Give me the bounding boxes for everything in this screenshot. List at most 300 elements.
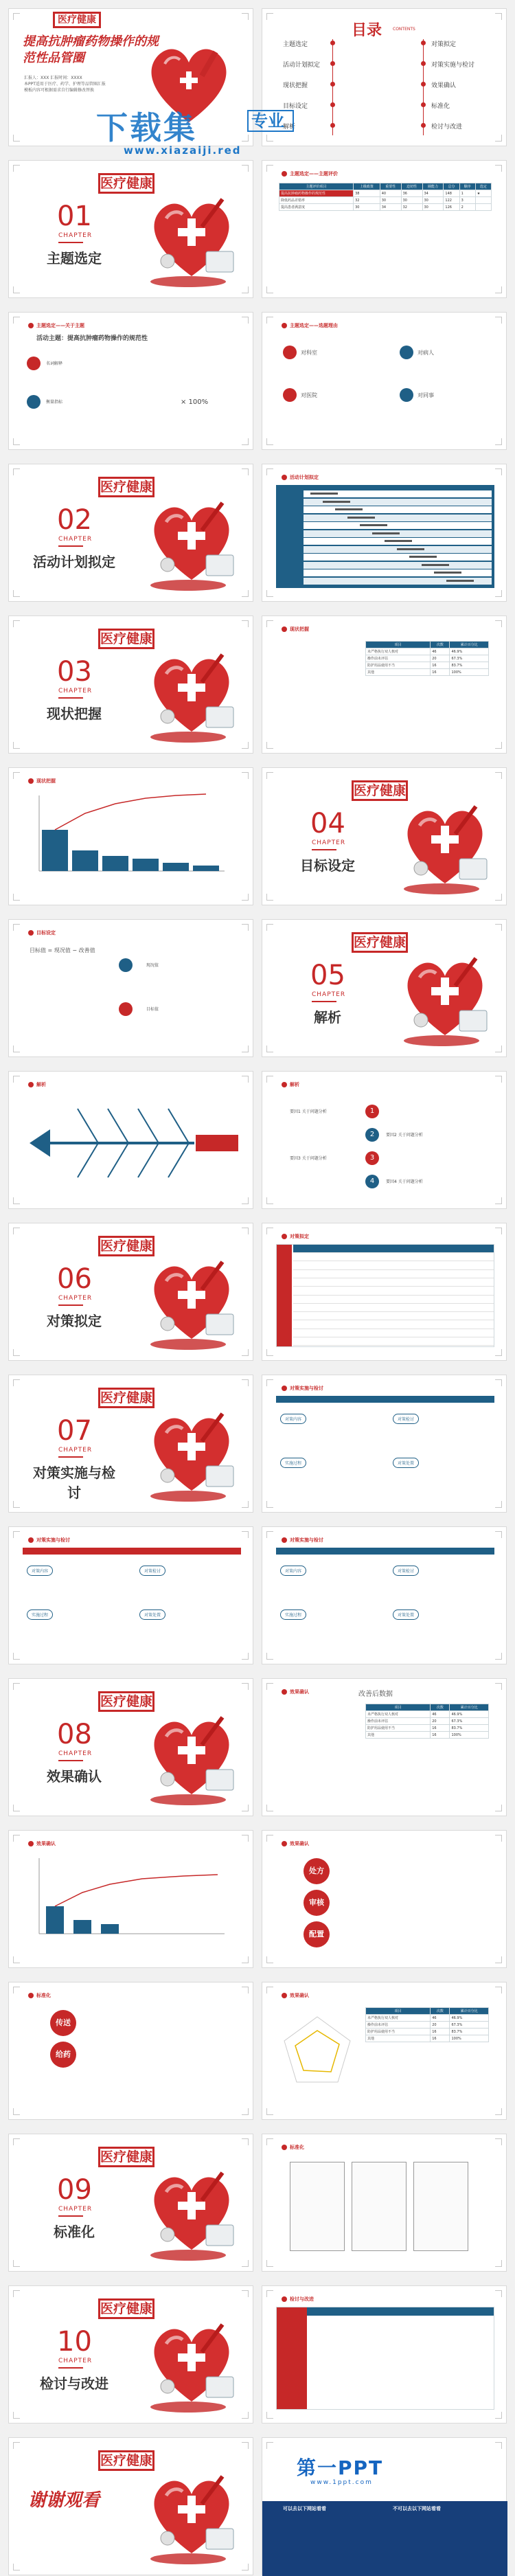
table-cell: 20	[431, 655, 450, 662]
slide-chapter-03[interactable]	[8, 615, 253, 754]
corner-mark	[495, 317, 502, 324]
table-cell: 83.7%	[450, 662, 489, 669]
impl-tag[interactable]: 实施过程	[27, 1609, 53, 1620]
impl-tag[interactable]: 对策处置	[393, 1458, 419, 1468]
chapter-divider	[58, 2367, 83, 2369]
gantt-row	[304, 538, 492, 545]
table-cell: 122	[444, 197, 459, 204]
toc-bullet	[421, 102, 426, 107]
chapter-label: CHAPTER	[312, 991, 346, 998]
corner-mark	[495, 1683, 502, 1690]
logo: 医疗健康	[53, 12, 101, 28]
logo: 医疗健康	[98, 1388, 154, 1408]
corner-mark	[495, 1805, 502, 1811]
corner-mark	[495, 1379, 502, 1386]
step-label: 要因2 关于问题分析	[386, 1133, 423, 1138]
toc-bullet	[421, 41, 426, 45]
pareto-chart	[25, 789, 231, 885]
slide-chapter-04[interactable]	[262, 767, 507, 905]
step-label: 要因1 关于问题分析	[290, 1109, 327, 1114]
effect-heading: 改善后数据	[358, 1691, 393, 1698]
chapter-divider	[58, 1304, 83, 1306]
thanks-text: 谢谢观看	[28, 2490, 100, 2511]
slide-chapter-08[interactable]	[8, 1678, 253, 1816]
chapter-number: 02	[57, 504, 92, 536]
corner-mark	[13, 1046, 20, 1052]
chapter-divider	[58, 545, 83, 547]
impl-tag[interactable]: 实施过程	[280, 1609, 306, 1620]
review-header	[307, 2307, 494, 2316]
heart-illustration	[140, 489, 243, 592]
table-row	[366, 648, 489, 655]
corner-mark	[13, 772, 20, 779]
corner-mark	[495, 165, 502, 172]
slide-footer-ad[interactable]	[262, 2437, 507, 2575]
slide-impl3[interactable]	[262, 1526, 507, 1664]
table-cell: 防护用品使用不当	[366, 1725, 431, 1732]
slide-effect2[interactable]	[8, 1830, 253, 1968]
slide-analysis2[interactable]	[262, 1071, 507, 1209]
slide-analysis[interactable]	[8, 1071, 253, 1209]
trend-bar	[101, 1924, 119, 1934]
slide-effect1[interactable]	[262, 1982, 507, 2120]
corner-mark	[242, 2442, 249, 2449]
corner-mark	[13, 1076, 20, 1083]
toc-item[interactable]: 对策实施与检讨	[431, 62, 475, 69]
impl-tag[interactable]: 对策内容	[280, 1414, 306, 1424]
corner-mark	[13, 2564, 20, 2571]
corner-mark	[495, 2412, 502, 2419]
corner-mark	[266, 590, 273, 597]
corner-mark	[13, 2138, 20, 2145]
corner-mark	[495, 1197, 502, 1204]
table-cell: 16	[431, 2035, 450, 2042]
table-header: 顺序	[459, 183, 475, 190]
toc-item[interactable]: 现状把握	[283, 82, 308, 89]
table-header: 项目	[366, 2008, 431, 2015]
logo: 医疗健康	[98, 477, 154, 497]
reason-label: 对科室	[301, 350, 317, 356]
chapter-name: 标准化	[54, 2224, 95, 2240]
term-label: 名词解释	[46, 361, 63, 366]
toc-bullet	[330, 123, 335, 128]
corner-mark	[242, 317, 249, 324]
target-formula: 目标值 = 现况值 − 改善值	[30, 947, 95, 953]
logo: 医疗健康	[98, 173, 154, 194]
slide-plan[interactable]	[262, 464, 507, 602]
slide-heading: 标准化	[28, 1992, 51, 1999]
heart-illustration	[140, 1248, 243, 1351]
table-cell: 46	[431, 1711, 450, 1718]
step-number: 4	[365, 1175, 379, 1188]
impl-tag[interactable]: 对策检讨	[139, 1566, 165, 1576]
logo: 医疗健康	[352, 932, 408, 953]
heart-illustration	[140, 1400, 243, 1503]
table-row	[293, 1278, 494, 1287]
trend-chart	[25, 1851, 231, 1947]
table-cell: 46.9%	[450, 2015, 489, 2022]
slide-impl1[interactable]	[262, 1375, 507, 1513]
chapter-divider	[312, 1001, 336, 1002]
radar-chart	[276, 2010, 358, 2092]
slide-heading: 效果确认	[282, 1688, 309, 1695]
slide-target[interactable]	[8, 919, 253, 1057]
table-cell: 46	[431, 648, 450, 655]
table-row	[293, 1287, 494, 1296]
ppt-logo[interactable]: 第一PPT	[297, 2456, 384, 2479]
corner-mark	[13, 2290, 20, 2297]
activity-theme: 活动主题：提高抗肿瘤药物操作的规范性	[36, 335, 148, 342]
corner-mark	[242, 1531, 249, 1538]
table-cell: 30	[401, 197, 422, 204]
table-row	[293, 1262, 494, 1270]
corner-mark	[242, 1956, 249, 1963]
goal-label: 目标值	[146, 1007, 159, 1012]
chapter-number: 04	[310, 808, 345, 839]
slide-measures[interactable]	[262, 1223, 507, 1361]
corner-mark	[495, 1956, 502, 1963]
slide-heading: 效果确认	[282, 1840, 309, 1847]
chapter-number: 09	[57, 2174, 92, 2206]
corner-mark	[266, 165, 273, 172]
corner-mark	[266, 772, 273, 779]
heart-illustration	[393, 793, 496, 896]
toc-line-right	[423, 39, 424, 135]
corner-mark	[495, 438, 502, 445]
chapter-name: 现状把握	[47, 705, 102, 722]
slide-heading: 主题选定——关于主题	[28, 322, 84, 329]
impl-tag[interactable]: 对策检讨	[393, 1414, 419, 1424]
toc-bullet	[421, 82, 426, 87]
table-header: 上级政策	[354, 183, 380, 190]
toc-item[interactable]: 效果确认	[431, 82, 457, 89]
corner-mark	[495, 620, 502, 627]
step-number: 2	[365, 1128, 379, 1142]
table-row	[293, 1296, 494, 1304]
slide-chapter-09[interactable]	[8, 2134, 253, 2272]
impl-tag[interactable]: 对策检讨	[393, 1566, 419, 1576]
table-cell: 降低药品差错率	[279, 197, 354, 204]
pareto-bar	[42, 830, 68, 871]
slide-heading: 现状把握	[28, 778, 56, 784]
table-cell: 30	[380, 197, 401, 204]
fishbone-diagram	[23, 1095, 242, 1191]
slide-heading: 对策拟定	[282, 1233, 309, 1240]
status-table	[365, 2007, 489, 2042]
table-cell: 30	[354, 204, 380, 211]
chapter-divider	[58, 242, 83, 243]
step-label: 要因4 关于问题分析	[386, 1179, 423, 1184]
table-cell: ★	[475, 190, 491, 197]
slide-theme_reason[interactable]	[262, 312, 507, 450]
gantt-bar	[360, 524, 387, 526]
chapter-label: CHAPTER	[58, 2358, 93, 2364]
corner-mark	[266, 468, 273, 475]
toc-item[interactable]: 主题选定	[283, 41, 308, 48]
main-title: 提高抗肿瘤药物操作的规范性品管圈	[23, 34, 159, 65]
impl-tag[interactable]: 对策内容	[27, 1566, 53, 1576]
slide-review[interactable]	[262, 2285, 507, 2424]
chapter-name: 对策拟定	[47, 1313, 102, 1329]
slide-heading: 活动计划拟定	[282, 474, 319, 481]
corner-mark	[266, 1531, 273, 1538]
table-cell: 其他	[366, 669, 431, 676]
table-header: 迫切性	[401, 183, 422, 190]
table-cell: 148	[444, 190, 459, 197]
chapter-number: 08	[57, 1719, 92, 1750]
slide-standard[interactable]	[262, 2134, 507, 2272]
corner-mark	[13, 742, 20, 749]
corner-mark	[266, 1197, 273, 1204]
table-cell: 40	[380, 190, 401, 197]
table-cell: 100%	[450, 2035, 489, 2042]
table-header: 次数	[431, 2008, 450, 2015]
corner-mark	[13, 1228, 20, 1234]
table-row	[366, 2035, 489, 2042]
slide-heading: 解析	[282, 1081, 299, 1088]
slide-chapter-10[interactable]	[8, 2285, 253, 2424]
table-cell: 操作前未评估	[366, 655, 431, 662]
corner-mark	[266, 286, 273, 293]
table-cell: 16	[431, 1732, 450, 1739]
toc-item[interactable]: 标准化	[431, 103, 450, 110]
chapter-number: 05	[310, 960, 345, 991]
table-header: 重要性	[380, 183, 401, 190]
slide-status1[interactable]	[262, 615, 507, 754]
corner-mark	[242, 1683, 249, 1690]
table-cell: 提高抗肿瘤药物操作的规范性	[279, 190, 354, 197]
table-row	[293, 1337, 494, 1346]
slide-heading: 效果确认	[282, 1992, 309, 1999]
table-cell: 100%	[450, 1732, 489, 1739]
process-step: 处方	[304, 1858, 330, 1884]
table-row	[366, 1711, 489, 1718]
slide-chapter-06[interactable]	[8, 1223, 253, 1361]
corner-mark	[242, 165, 249, 172]
corner-mark	[242, 772, 249, 779]
table-cell: 16	[431, 662, 450, 669]
corner-mark	[266, 1349, 273, 1356]
corner-mark	[13, 1956, 20, 1963]
corner-mark	[13, 2108, 20, 2115]
table-header: 项目	[366, 1704, 431, 1711]
watermark-url: www.xiazaiji.red	[124, 144, 242, 157]
toc-bullet	[330, 82, 335, 87]
chapter-name: 对策实施与检讨	[33, 1465, 115, 1501]
gantt-bar	[323, 501, 350, 503]
table-row	[366, 2022, 489, 2029]
toc-line-left	[332, 39, 333, 135]
table-cell: 67.3%	[450, 2022, 489, 2029]
table-cell: 16	[431, 1725, 450, 1732]
gantt-row	[304, 546, 492, 553]
gantt-row	[304, 530, 492, 537]
table-cell	[475, 197, 491, 204]
share-icon	[119, 958, 133, 972]
table-cell: 操作前未评估	[366, 2022, 431, 2029]
process-step: 审核	[304, 1890, 330, 1916]
impl-tag[interactable]: 对策内容	[280, 1566, 306, 1576]
chapter-divider	[58, 2215, 83, 2217]
chapter-number: 03	[57, 656, 92, 688]
table-cell: 20	[431, 2022, 450, 2029]
toc-bullet	[421, 123, 426, 128]
ad-left-heading: 可以去以下网站看看	[283, 2506, 326, 2511]
toc-item[interactable]: 活动计划拟定	[283, 62, 321, 69]
corner-mark	[266, 1956, 273, 1963]
slide-chapter-05[interactable]	[262, 919, 507, 1057]
corner-mark	[266, 438, 273, 445]
corner-mark	[495, 1653, 502, 1660]
ppt-url[interactable]: www.1ppt.com	[310, 2479, 373, 2486]
ad-band	[262, 2501, 507, 2576]
corner-mark	[266, 2108, 273, 2115]
corner-mark	[266, 1987, 273, 1993]
chapter-name: 主题选定	[47, 250, 102, 267]
slide-standard[interactable]	[8, 1982, 253, 2120]
table-cell	[475, 204, 491, 211]
logo: 医疗健康	[98, 1236, 154, 1256]
table-row	[293, 1253, 494, 1261]
heart-illustration	[140, 1704, 243, 1807]
gantt-bar	[385, 540, 412, 542]
pareto-bar	[102, 856, 128, 871]
table-row	[279, 190, 492, 197]
logo: 医疗健康	[98, 2298, 154, 2319]
slide-chapter-07[interactable]	[8, 1375, 253, 1513]
table-cell: 46.9%	[450, 648, 489, 655]
corner-mark	[13, 165, 20, 172]
gantt-row	[304, 569, 492, 576]
slide-theme_about[interactable]	[8, 312, 253, 450]
pareto-line	[55, 794, 206, 830]
corner-mark	[242, 438, 249, 445]
table-cell: 67.3%	[450, 655, 489, 662]
corner-mark	[266, 924, 273, 931]
slide-impl2[interactable]	[8, 1526, 253, 1664]
corner-mark	[242, 1379, 249, 1386]
slide-thanks[interactable]	[8, 2437, 253, 2575]
table-cell: 防护用品使用不当	[366, 662, 431, 669]
logo: 医疗健康	[98, 629, 154, 649]
review-table	[276, 2307, 494, 2410]
corner-mark	[495, 1228, 502, 1234]
corner-mark	[13, 1805, 20, 1811]
table-cell: 67.3%	[450, 1718, 489, 1725]
impl-tag[interactable]: 对策处置	[139, 1609, 165, 1620]
corner-mark	[266, 2442, 273, 2449]
contents-heading: 目录	[352, 22, 382, 39]
toc-item[interactable]: 检讨与改进	[431, 124, 463, 131]
table-cell: 3	[459, 197, 475, 204]
pareto-bar	[72, 850, 98, 871]
toc-bullet	[330, 41, 335, 45]
corner-mark	[495, 2442, 502, 2449]
process-step: 配置	[304, 1921, 330, 1947]
corner-mark	[13, 924, 20, 931]
table-cell: 36	[401, 190, 422, 197]
corner-mark	[495, 1076, 502, 1083]
corner-mark	[13, 1501, 20, 1508]
table-cell: 1	[459, 190, 475, 197]
gantt-bar	[397, 548, 424, 550]
table-cell: 16	[431, 2029, 450, 2035]
slide-heading: 对策实施与检讨	[282, 1385, 323, 1392]
corner-mark	[13, 1987, 20, 1993]
corner-mark	[13, 1379, 20, 1386]
slide-chapter-02[interactable]	[8, 464, 253, 602]
table-row	[366, 669, 489, 676]
standard-doc	[290, 2162, 345, 2251]
table-row	[279, 197, 492, 204]
table-row	[366, 2029, 489, 2035]
chapter-number: 07	[57, 1415, 92, 1447]
gantt-row	[304, 490, 492, 497]
gantt-bar	[372, 532, 400, 534]
slide-status2[interactable]	[8, 767, 253, 905]
contents-sub: CONTENTS	[393, 27, 415, 32]
table-cell: 100%	[450, 669, 489, 676]
corner-mark	[242, 1076, 249, 1083]
table-cell: 其他	[366, 1732, 431, 1739]
gantt-row	[304, 506, 492, 513]
slide-heading: 对策实施与检讨	[282, 1537, 323, 1544]
corner-mark	[13, 438, 20, 445]
impl-tag[interactable]: 实施过程	[280, 1458, 306, 1468]
toc-bullet	[330, 61, 335, 66]
step-label: 要因3 关于问题分析	[290, 1156, 327, 1161]
trend-line	[55, 1875, 218, 1906]
corner-mark	[242, 2290, 249, 2297]
gantt-bar	[347, 517, 375, 519]
toc-item[interactable]: 解析	[283, 124, 296, 131]
table-cell: 未严格执行双人核对	[366, 1711, 431, 1718]
chapter-label: CHAPTER	[58, 2206, 93, 2213]
slide-theme_eval[interactable]	[262, 160, 507, 298]
slide-effect3[interactable]	[262, 1830, 507, 1968]
gantt-row	[304, 554, 492, 561]
chapter-name: 目标设定	[300, 857, 355, 874]
gantt-row	[304, 562, 492, 569]
toc-item[interactable]: 目标设定	[283, 103, 308, 110]
table-cell: 提高患者满意度	[279, 204, 354, 211]
standard-doc	[413, 2162, 468, 2251]
corner-mark	[266, 1835, 273, 1842]
table-header: 次数	[431, 642, 450, 648]
table-row	[366, 2015, 489, 2022]
table-cell: 32	[401, 204, 422, 211]
corner-mark	[242, 1197, 249, 1204]
slide-heading: 检讨与改进	[282, 2296, 314, 2303]
slide-chapter-01[interactable]	[8, 160, 253, 298]
slide-effect1[interactable]	[262, 1678, 507, 1816]
heart-illustration	[393, 945, 496, 1048]
toc-item[interactable]: 对策拟定	[431, 41, 457, 48]
corner-mark	[266, 1228, 273, 1234]
table-row	[293, 1321, 494, 1329]
evaluation-table	[279, 183, 492, 211]
info-icon	[27, 357, 41, 370]
impl-tag[interactable]: 对策处置	[393, 1609, 419, 1620]
slide-heading: 主题选定——选题理由	[282, 322, 338, 329]
table-cell: 30	[422, 197, 444, 204]
table-header: 选定	[475, 183, 491, 190]
slide-heading: 标准化	[282, 2144, 304, 2151]
chapter-label: CHAPTER	[58, 536, 93, 543]
gantt-bar	[335, 508, 363, 510]
table-cell: 34	[422, 190, 444, 197]
impl-header	[276, 1548, 494, 1555]
